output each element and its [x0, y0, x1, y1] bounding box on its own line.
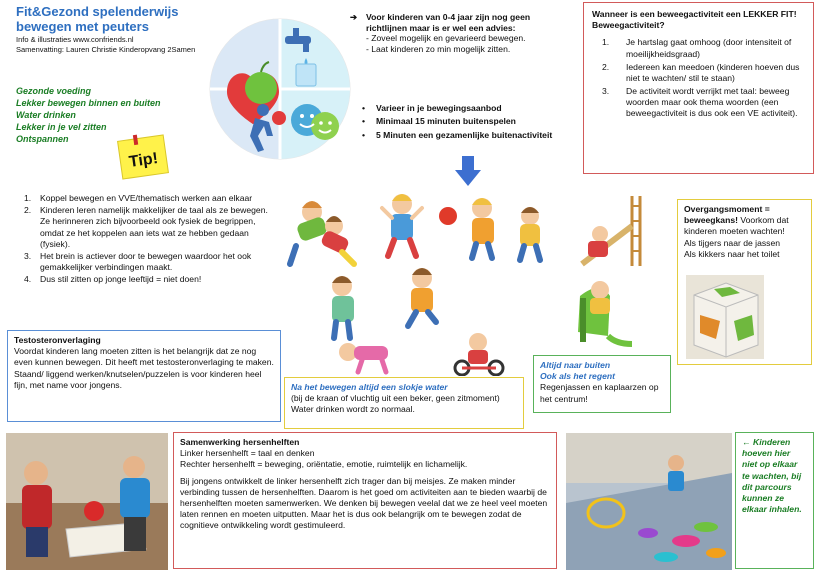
health-point: Gezonde voeding	[16, 86, 92, 96]
no-waiting-text: ← Kinderen hoeven hier niet op elkaar te wachten, bij dit parcours kunnen ze elkaar inhalen.	[742, 437, 802, 515]
koppel-item: 2. Kinderen leren namelijk makkelijker de taal als ze bewegen. Ze herinneren zich bijvoorbeeld ook fysiek de begrippen, omdat ze het koppelen aan iets wat ze hebben gedaan (fysiek).	[24, 205, 268, 249]
brain-line-left: Linker hersenhelft = taal en denken	[180, 448, 315, 459]
stepping-stone-icon	[706, 548, 726, 558]
arrow-right-icon: ➔	[350, 12, 358, 22]
outside-text: Regenjassen en kaplaarzen op het centrum!	[540, 382, 659, 404]
tip-sticky-note	[114, 132, 172, 182]
health-point: Lekker bewegen binnen en buiten	[16, 97, 161, 108]
kid-jumping-figure	[382, 194, 422, 256]
testosteron-heading: Testosteronverlaging	[14, 335, 101, 345]
ladder-slide-icon	[582, 196, 640, 266]
brain-heading: Samenwerking hersenhelften	[180, 437, 300, 447]
advice-line: - Laat kinderen zo min mogelijk zitten.	[366, 44, 511, 55]
title-block	[16, 5, 216, 54]
info-credit: Info & illustraties www.confriends.nl	[16, 34, 134, 44]
transition-text-3: Als kikkers naar het toilet	[684, 248, 780, 259]
stepping-stone-icon	[654, 552, 678, 562]
variety-item: • 5 Minuten een gezamenlijke buitenactiviteit	[360, 129, 560, 142]
fit-activity-question: Wanneer is een beweegactiviteit een LEKKER FIT! Beweegactiviteit?	[592, 9, 797, 31]
variety-list	[360, 102, 560, 142]
transition-text-2: Als tijgers naar de jassen	[684, 237, 781, 248]
variety-item: • Minimaal 15 minuten buitenspelen	[360, 115, 560, 128]
arrow-down-icon	[455, 156, 481, 186]
fit-activity-box	[583, 2, 814, 174]
summary-credit: Samenvatting: Lauren Christie Kinderopvang 2Samen	[16, 44, 196, 54]
kid-hopping-figure	[408, 268, 436, 326]
fit-activity-item: 3. De activiteit wordt verrijkt met taal: beweeg woorden maar ook thema woorden (een beweegactiviteit is dus ook een VE activiteit).	[602, 86, 798, 119]
water-text: (bij de kraan of vluchtig uit een beker, geen zitmoment) Water drinken wordt zo normaal.	[291, 393, 500, 415]
kid-crawling-figure	[339, 343, 388, 372]
outside-heading-2: Ook als het regent	[540, 371, 615, 382]
no-waiting-box	[735, 432, 814, 569]
testosteron-box	[7, 330, 281, 422]
brain-cooperation-box	[173, 432, 557, 569]
stepping-stone-icon	[638, 528, 658, 538]
kid-standing-figure	[332, 276, 354, 338]
fit-activity-item: 2. Iedereen kan meedoen (kinderen hoeven dus niet te wachten/ stil te staan)	[602, 61, 800, 83]
koppel-item: 3. Het brein is actiever door te bewegen waardoor het ook gemakkelijker verbindingen maakt.	[24, 250, 252, 273]
transition-box	[677, 199, 812, 365]
title-line-2: bewegen met peuters	[16, 18, 149, 34]
stepping-stone-icon	[694, 522, 718, 532]
brain-line-right: Rechter hersenhelft = beweging, oriëntatie, emotie, ruimtelijk en lichamelijk.	[180, 459, 468, 470]
kids-playing-illustration	[282, 186, 652, 376]
fit-gezond-logo	[205, 12, 358, 164]
water-heading: Na het bewegen altijd een slokje water	[291, 382, 448, 392]
kid-throwing-figure	[472, 198, 494, 258]
advice-heading: Voor kinderen van 0-4 jaar zijn nog geen richtlijnen maar is er wel een advies:	[366, 12, 531, 33]
health-point: Ontspannen	[16, 133, 69, 144]
kids-playing-photo	[6, 433, 168, 570]
kids-wrestling-figure	[290, 201, 354, 264]
tricycle-icon	[455, 333, 503, 375]
brain-paragraph: Bij jongens ontwikkelt de linker hersenhelft zich trager dan bij meisjes. Ze maken minder verbinding tussen de hersenhelften. Daarom is het goed om activiteiten aan te bieden waarbij de hersenhelften moeten samenwerken. We denken bij bewegen veelal dat we ze heel veel moeten laten rennen en moeten uitputten. Maar het is dus ook belangrijk om te bewegen zodat de cognitieve ontwikkeling wordt gestimuleerd.	[180, 475, 548, 531]
stepping-stone-icon	[672, 535, 700, 547]
koppel-item: 4. Dus stil zitten op jonge leeftijd = niet doen!	[24, 274, 202, 285]
obstacle-course-photo	[566, 433, 732, 570]
health-point: Lekker in je vel zitten	[16, 121, 107, 132]
fit-activity-item: 1. Je hartslag gaat omhoog (door intensiteit of moeilijkheidsgraad)	[602, 37, 792, 59]
testosteron-text: Voordat kinderen lang moeten zitten is het belangrijk dat ze nog even kunnen bewegen. Dit heeft met testosteronverlaging te maken. Staand/ liggend werken/knutselen/puzzelen is voor kinderen heel fijn, met name voor jongens.	[14, 346, 274, 390]
koppel-item: 1. Koppel bewegen en VVE/thematisch werken aan elkaar	[24, 193, 253, 203]
outside-heading-1: Altijd naar buiten	[540, 360, 611, 370]
water-box	[284, 377, 524, 429]
red-balloon-icon	[84, 501, 104, 521]
transition-heading: Overgangsmoment = beweegkans!	[684, 204, 770, 226]
variety-item: • Varieer in je bewegingsaanbod	[360, 102, 560, 115]
tip-label: Tip!	[127, 150, 160, 171]
activity-cube-photo	[686, 275, 764, 359]
green-slide-icon	[578, 281, 632, 344]
transition-text-1: Voorkom dat kinderen moeten wachten!	[684, 215, 789, 237]
advice-block	[350, 12, 560, 55]
health-point: Water drinken	[16, 109, 76, 120]
kid-walking-figure	[520, 207, 540, 260]
advice-line: - Zoveel mogelijk en gevarieerd bewegen.	[366, 33, 526, 44]
title-line-1: Fit&Gezond spelenderwijs	[16, 4, 179, 19]
outside-box	[533, 355, 671, 413]
ball-icon	[439, 207, 457, 225]
koppel-list	[18, 193, 268, 286]
